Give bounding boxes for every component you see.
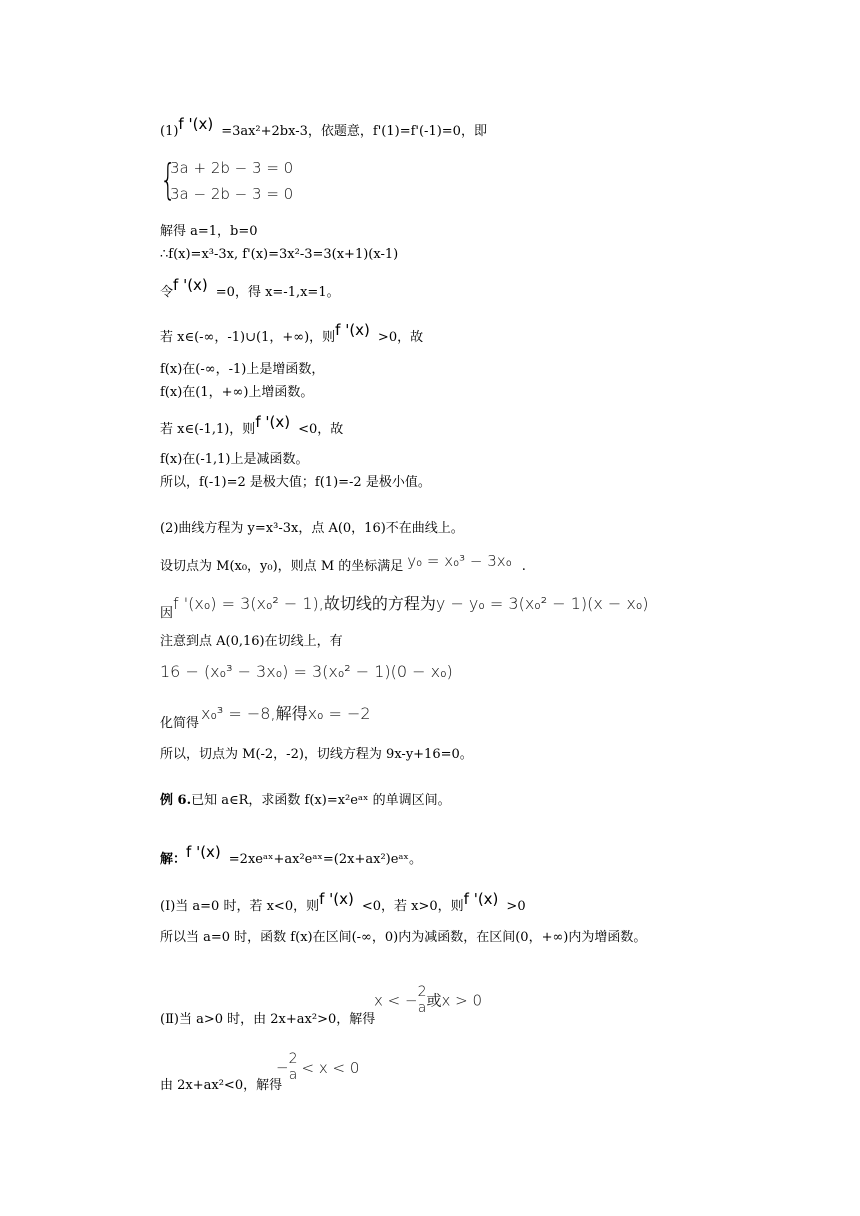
case1-line: (Ⅰ)当 a=0 时，若 x<0，则f '(x) <0，若 x>0，则f '(x) >0 (160, 890, 526, 914)
simplify-line: 化简得x₀³ = −8,解得x₀ = −2 (160, 704, 371, 731)
increasing-line-1: f(x)在(-∞，-1)上是增函数， (160, 362, 325, 377)
system-eq1: 3a + 2b − 3 = 0 (170, 159, 294, 177)
fprime-formula: f '(x) (335, 321, 370, 339)
simplify-equation: x₀³ = −8,解得x₀ = −2 (201, 704, 371, 723)
tangent-equation-line: 因f '(x₀) = 3(x₀² − 1),故切线的方程为y − y₀ = 3(x₀² − 1)(x − x₀) (160, 594, 649, 621)
case2-positive-line: (Ⅱ)当 a>0 时，由 2x+ax²>0，解得 (160, 1012, 376, 1027)
critical-points-line: 令f '(x) =0，得 x=-1,x=1。 (160, 276, 340, 300)
fprime-formula: f '(x) (186, 843, 221, 861)
case2-positive-inequality: x < − 2 a 或x > 0 (374, 984, 483, 1016)
fprime-formula: f '(x) (255, 413, 291, 431)
case2-negative-inequality: − 2 a < x < 0 (276, 1051, 360, 1083)
function-line: ∴f(x)=x³-3x, f'(x)=3x²-3=3(x+1)(x-1) (160, 247, 399, 262)
fraction-2-over-a: 2 a (417, 984, 427, 1016)
case2-negative-line: 由 2x+ax²<0，解得 (160, 1078, 283, 1093)
case1-conclusion-line: 所以当 a=0 时，函数 f(x)在区间(-∞，0)内为减函数，在区间(0，+∞)内为增函数。 (160, 930, 647, 945)
increasing-condition-line: 若 x∈(-∞，-1)∪(1，+∞)，则f '(x) >0，故 (160, 321, 424, 345)
fprime-formula: f '(x) (178, 115, 214, 133)
tangent-result-line: 所以，切点为 M(-2，-2)，切线方程为 9x-y+16=0。 (160, 747, 473, 762)
extremum-line: 所以，f(-1)=2 是极大值；f(1)=-2 是极小值。 (160, 475, 431, 490)
fprime-formula: f '(x) (319, 890, 354, 908)
decreasing-condition-line: 若 x∈(-1,1)，则f '(x) <0，故 (160, 413, 344, 437)
solution-derivative-line: 解：f '(x) =2xeᵃˣ+ax²eᵃˣ=(2x+ax²)eᵃˣ。 (160, 843, 422, 867)
substitution-equation: 16 − (x₀³ − 3x₀) = 3(x₀² − 1)(0 − x₀) (160, 662, 453, 681)
increasing-line-2: f(x)在(1，+∞)上增函数。 (160, 385, 314, 400)
note-line: 注意到点 A(0,16)在切线上，有 (160, 634, 343, 649)
example6-line: 例 6.已知 a∈R，求函数 f(x)=x²eᵃˣ 的单调区间。 (160, 793, 451, 808)
derivative-line: (1)f '(x) =3ax²+2bx-3，依题意，f'(1)=f'(-1)=0，即 (160, 115, 487, 139)
tangent-equation: f '(x₀) = 3(x₀² − 1),故切线的方程为y − y₀ = 3(x₀² − 1)(x − x₀) (173, 594, 649, 613)
fraction-2-over-a: 2 a (288, 1051, 298, 1083)
fprime-formula: f '(x) (463, 890, 499, 908)
system-brace: { (160, 155, 177, 204)
fprime-formula: f '(x) (173, 276, 208, 294)
system-eq2: 3a − 2b − 3 = 0 (170, 185, 294, 203)
part2-intro-line: (2)曲线方程为 y=x³-3x，点 A(0，16)不在曲线上。 (160, 521, 464, 536)
point-equation: y₀ = x₀³ − 3x₀ (407, 552, 512, 570)
solution-line: 解得 a=1，b=0 (160, 224, 258, 239)
tangent-point-line: 设切点为 M(x₀，y₀)，则点 M 的坐标满足 y₀ = x₀³ − 3x₀ . (160, 552, 526, 574)
decreasing-line: f(x)在(-1,1)上是减函数。 (160, 452, 309, 467)
